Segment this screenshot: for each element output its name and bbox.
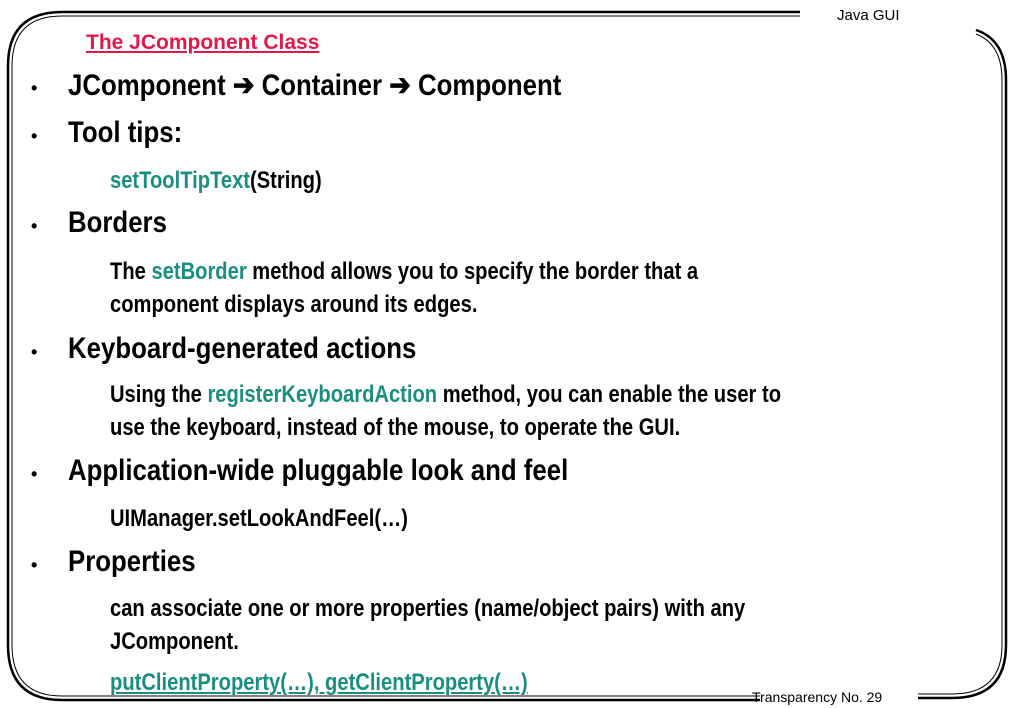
bullet-dot: • bbox=[31, 342, 38, 362]
item-text: Container bbox=[254, 69, 390, 102]
item-text: (String) bbox=[250, 167, 322, 194]
item-text: JComponent. bbox=[110, 628, 239, 655]
item-text: The bbox=[110, 258, 152, 285]
list-item: Keyboard-generated actions bbox=[68, 332, 417, 365]
list-item: Properties bbox=[68, 545, 196, 578]
code-term: putClientProperty(…), getClientProperty(…) bbox=[110, 669, 528, 696]
code-term: setToolTipText bbox=[110, 167, 251, 194]
sub-list-item bbox=[110, 378, 781, 444]
header-label: Java GUI bbox=[837, 7, 900, 24]
slide-title: The JComponent Class bbox=[86, 31, 320, 54]
code-term: registerKeyboardAction bbox=[207, 381, 438, 408]
bullet-dot: • bbox=[31, 464, 38, 484]
bullet-dot: • bbox=[31, 216, 38, 236]
item-text: can associate one or more properties (name/object pairs) with any bbox=[110, 595, 746, 622]
sub-list-item bbox=[110, 666, 528, 699]
list-item: Tool tips: bbox=[68, 116, 183, 149]
item-text: JComponent bbox=[68, 69, 233, 102]
list-item: Borders bbox=[68, 206, 167, 239]
sub-list-item bbox=[110, 164, 322, 197]
bullet-dot: • bbox=[31, 555, 38, 575]
item-text: use the keyboard, instead of the mouse, to operate the GUI. bbox=[110, 414, 681, 441]
code-term: setBorder bbox=[151, 258, 247, 285]
sub-list-item bbox=[110, 592, 745, 658]
sub-list-item: UIManager.setLookAndFeel(…) bbox=[110, 505, 408, 532]
footer-label: Transparency No. 29 bbox=[752, 689, 883, 705]
item-text: method allows you to specify the border that a bbox=[246, 258, 699, 285]
item-text: method, you can enable the user to bbox=[437, 381, 782, 408]
bullet-dot: • bbox=[31, 78, 38, 98]
arrow-right-icon: ➔ bbox=[232, 69, 255, 102]
list-item bbox=[68, 68, 561, 103]
item-text: Component bbox=[410, 69, 562, 102]
bullet-dot: • bbox=[31, 126, 38, 146]
item-text: Using the bbox=[110, 381, 208, 408]
item-text: component displays around its edges. bbox=[110, 291, 478, 318]
sub-list-item bbox=[110, 255, 698, 321]
list-item: Application-wide pluggable look and feel bbox=[68, 454, 569, 487]
arrow-right-icon: ➔ bbox=[389, 69, 411, 102]
